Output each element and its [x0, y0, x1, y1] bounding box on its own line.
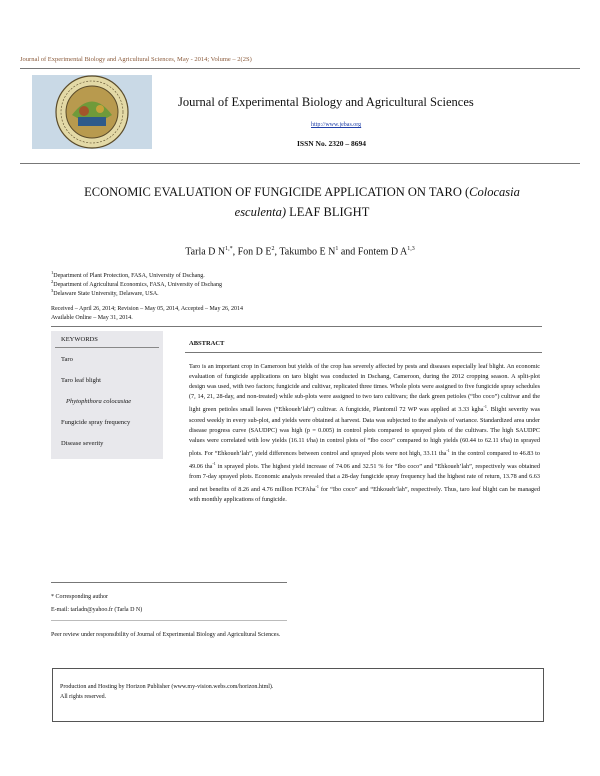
- affiliation: $^3$Delaware State University, Delaware, USA.: [51, 288, 159, 297]
- rights-line: All rights reserved.: [60, 694, 107, 700]
- corresponding-author-label: * Corresponding author: [51, 594, 108, 600]
- author-sup: 2: [271, 246, 275, 252]
- author-sup: 1: [335, 246, 339, 252]
- author-name: Fontem D A: [357, 246, 408, 258]
- keyword-item: Disease severity: [61, 440, 104, 447]
- author-name: Fon D E: [237, 246, 272, 258]
- jebas-journal-logo-icon: [32, 73, 152, 153]
- author-name: Tarla D N: [185, 246, 226, 258]
- dates-rule: [51, 326, 542, 327]
- author-name: Takumbo E N: [279, 246, 336, 258]
- header-rule: [20, 68, 580, 69]
- abstract-title: ABSTRACT: [189, 340, 225, 347]
- affiliation: $^1$Department of Plant Protection, FASA, University of Dschang.: [51, 270, 205, 279]
- publisher-text: [60, 682, 360, 702]
- author-sup: 1,3: [407, 246, 415, 252]
- keyword-item: Taro: [61, 356, 73, 363]
- running-head: Journal of Experimental Biology and Agricultural Sciences, May - 2014; Volume – 2(2S): [20, 56, 252, 63]
- dates-received: Received – April 26, 2014; Revision – May 05, 2014, Accepted – May 26, 2014: [51, 306, 243, 312]
- journal-name: Journal of Experimental Biology and Agricultural Sciences: [178, 95, 474, 109]
- title-end: LEAF BLIGHT: [286, 205, 370, 219]
- article-dates: [51, 305, 243, 323]
- peer-review-note: Peer review under responsibility of Journal of Experimental Biology and Agricultural Sciences.: [51, 632, 281, 638]
- dates-online: Available Online – May 31, 2014.: [51, 315, 133, 321]
- affiliation: $^2$Department of Agricultural Economics, FASA, University of Dschang: [51, 279, 222, 288]
- keywords-rule: [55, 347, 159, 348]
- journal-url-link[interactable]: http://www.jebas.org: [311, 122, 362, 128]
- abstract-rule: [185, 352, 542, 353]
- masthead-rule: [20, 163, 580, 164]
- abstract-body: Taro is an important crop in Cameroon but yields of the crop has severely affected by pests and diseases especially leaf blight. An economic evaluation of fungicide applications on taro blight was conducted in Dschang, Cameroon, during the 2012 cropping season. A split-plot design was used, with two factors; fungicide and cultivar, replicated three times. Whole plots were assigned to five fungicide spray schedules (7, 14, 21, 28-day, and non-treated) while sub-plots were assigned to two taro cultivars; the dark green petioles (“Ibo coco”) cultivar and the light green petioles small leaves (“Ehkoueh’lah”) cultivar. A fungicide, Plantomil 72 WP was applied at 3.33 kgha$^{-1}$. Blight severity was scored weekly in every sub-plot, and yields were obtained at harvest. Data was subjected to the analysis of variance. Standardized area under disease progress curve (SAUDPC) was high (p = 0.005) in control plots compared to sprayed plots of the cultivars. The high SAUDPC values were correlated with low yields (16.11 t/ha) in control plots of “Ibo coco” compared to high yields (60.44 to 62.11 t/ha) in sprayed plots. For “Ehkoueh’lah”, yield differences between control and sprayed plots were not high, 33.11 tha$^{-1}$ in the control compared to 46.83 to 49.06 tha$^{-1}$ in sprayed plots. The highest yield increase of 74.06 and 32.51 % for “Ibo coco” and “Ehkoueh’lah”, respectively was obtained from 7-day sprayed plots. Economic analysis revealed that a 28-day fungicide spray frequency had the highest rate of return, 13.78 and 6.63 and net benefits of 8.26 and 4.76 million FCFAha$^{-1}$ for “Ibo coco” and “Ehkoueh’lah”, respectively. Thus, taro leaf blight can be managed with monthly applications of fungicide.: [189, 363, 540, 504]
- title-main: ECONOMIC EVALUATION OF FUNGICIDE APPLICATION ON TARO (: [84, 185, 470, 199]
- issn: ISSN No. 2320 – 8694: [297, 139, 366, 148]
- keyword-item: Taro leaf blight: [61, 377, 101, 384]
- footnote-rule: [51, 582, 287, 583]
- keywords-title: KEYWORDS: [61, 336, 98, 343]
- keyword-item: Phytophthora colocasiae: [66, 398, 132, 405]
- journal-logo: [32, 73, 152, 153]
- corresponding-email: E-mail: tarladn@yahoo.fr (Tarla D N): [51, 607, 143, 613]
- email-rule: [51, 620, 287, 621]
- author-sup: 1,*: [225, 246, 233, 252]
- author-list: Tarla D $N^{1,*}$, Fon D $E^2$, Takumbo E $N^1$ and Fontem D A$^{1,3}$: [185, 246, 415, 258]
- title-italic: Colocasia esculenta): [234, 185, 520, 219]
- article-title: [62, 182, 542, 222]
- keyword-item: Fungicide spray frequency: [61, 419, 131, 426]
- hosting-line: Production and Hosting by Horizon Publisher (www.my-vision.webs.com/horizon.html).: [60, 684, 274, 690]
